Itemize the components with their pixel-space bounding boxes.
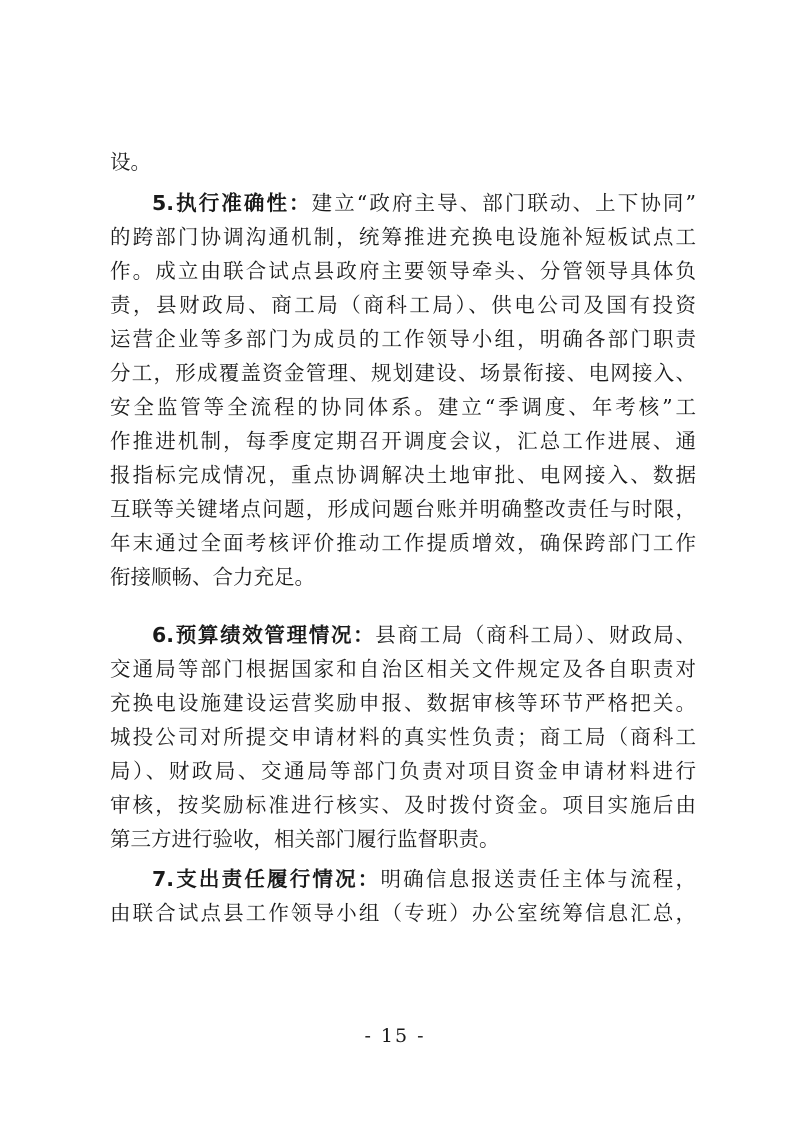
section-6-heading: 6.预算绩效管理情况： [152,623,376,647]
section-6-first-line [152,619,696,651]
section-7-heading: 7.支出责任履行情况： [152,867,381,891]
paragraph-line: 审核，按奖励标准进行核实、及时拨付资金。项目实施后由 [110,793,696,817]
section-5-text: 建立“政府主导、部门联动、上下协同” [311,191,696,215]
section-5-heading: 5.执行准确性： [152,191,312,215]
paragraph-line: 运营企业等多部门为成员的工作领导小组，明确各部门职责 [110,327,696,351]
paragraph-line: 局）、财政局、交通局等部门负责对项目资金申请材料进行 [110,759,696,783]
paragraph-line: 报指标完成情况，重点协调解决土地审批、电网接入、数据 [110,463,696,487]
paragraph-line: 充换电设施建设运营奖励申报、数据审核等环节严格把关。 [110,691,696,715]
paragraph-line: 城投公司对所提交申请材料的真实性负责；商工局（商科工 [110,725,696,749]
paragraph-line: 作。成立由联合试点县政府主要领导牵头、分管领导具体负 [110,259,696,283]
paragraph-line: 安全监管等全流程的协同体系。建立“季调度、年考核”工 [110,395,696,419]
section-6-text: 县商工局（商科工局）、财政局、 [375,623,696,647]
paragraph-line: 责，县财政局、商工局（商科工局）、供电公司及国有投资 [110,293,696,317]
paragraph-line: 交通局等部门根据国家和自治区相关文件规定及各自职责对 [110,657,696,681]
section-7-text: 明确信息报送责任主体与流程， [380,867,696,891]
paragraph-line: 设。 [110,150,151,174]
section-5-first-line [152,187,696,219]
paragraph-line: 年末通过全面考核评价推动工作提质增效，确保跨部门工作 [110,531,696,555]
paragraph-line: 互联等关键堵点问题，形成问题台账并明确整改责任与时限， [110,497,696,521]
paragraph-line: 分工，形成覆盖资金管理、规划建设、场景衔接、电网接入、 [110,361,696,385]
section-7-first-line [152,863,696,895]
paragraph-line: 的跨部门协调沟通机制，统筹推进充换电设施补短板试点工 [110,225,696,249]
paragraph-line: 衔接顺畅、合力充足。 [110,565,315,589]
paragraph-line: 作推进机制，每季度定期召开调度会议，汇总工作进展、通 [110,429,696,453]
paragraph-line: 由联合试点县工作领导小组（专班）办公室统筹信息汇总， [110,901,696,925]
page-number: - 15 - [364,1025,426,1047]
paragraph-line: 第三方进行验收，相关部门履行监督职责。 [110,827,500,851]
